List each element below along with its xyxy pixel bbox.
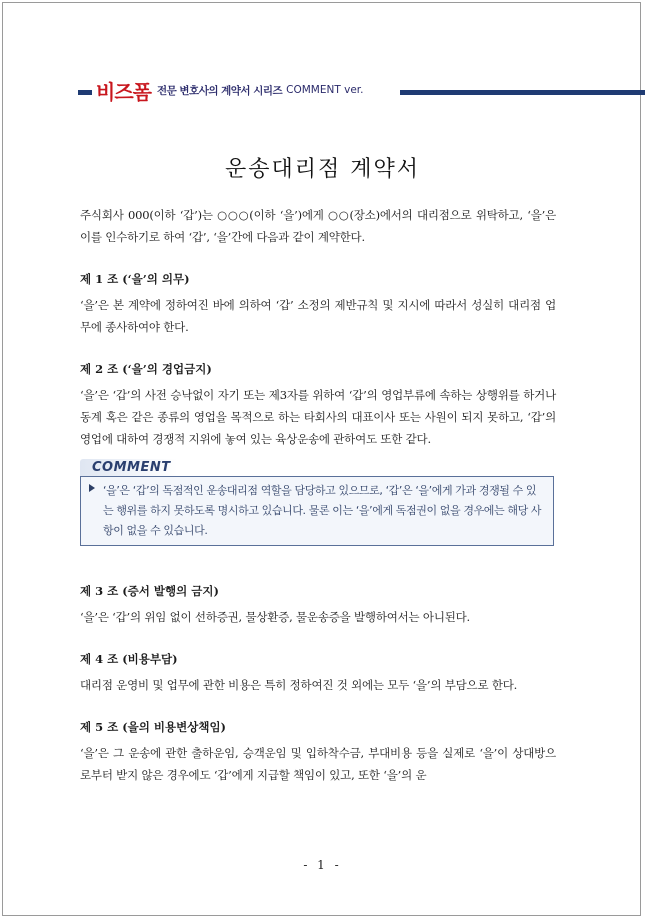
comment-text: ‘을’은 ‘갑’의 독점적인 운송대리점 역할을 담당하고 있으므로, ‘갑’은 ‘을’에게 가과 경쟁될 수 있는 행위를 하지 못하도록 명시하고 있습니다. 물론 이는 ‘을’에게 독점권이 없을 경우에는 해당 사항이 없을 수 있습니다.	[103, 484, 542, 537]
article-5-body: ‘을’은 그 운송에 관한 출하운임, 승객운임 및 입하착수금, 부대비용 등을 실제로 ‘을’이 상대방으로부터 받지 않은 경우에도 ‘갑’에게 지급할 책임이 있고, 또한 ‘을’의 운	[80, 746, 556, 782]
intro-paragraph: 주식회사 000(이하 ‘갑’)는 ○○○(이하 ‘을’)에게 ○○(장소)에서의 대리점으로 위탁하고, ‘을’은 이를 인수하기로 하여 ‘갑’, ‘을’간에 다음과 같이 계약한다.	[80, 208, 556, 244]
comment-body	[80, 476, 554, 546]
article-4-body: 대리점 운영비 및 업무에 관한 비용은 특히 정하여진 것 외에는 모두 ‘을’의 부담으로 한다.	[80, 678, 518, 692]
brand-series-text: 전문 변호사의 계약서 시리즈	[156, 84, 283, 97]
article-1-heading: 제 1 조 (‘을’의 의무)	[80, 272, 190, 286]
article-4-heading: 제 4 조 (비용부담)	[80, 652, 178, 666]
document-body	[80, 204, 556, 786]
article-5-heading: 제 5 조 (을의 비용변상책임)	[80, 720, 226, 734]
brand-version-text: COMMENT ver.	[286, 84, 364, 96]
page-number: - 1 -	[303, 858, 342, 872]
comment-box	[80, 456, 554, 546]
comment-label: COMMENT	[80, 459, 177, 476]
article-2-heading: 제 2 조 (‘을’의 경업금지)	[80, 362, 212, 376]
header-bar-right	[400, 90, 645, 95]
article-1-body: ‘을’은 본 계약에 정하여진 바에 의하여 ‘갑’ 소정의 제반규칙 및 지시에 따라서 성실히 대리점 업무에 종사하여야 한다.	[80, 298, 556, 334]
header-bar-left	[78, 90, 92, 95]
article-3-body: ‘을’은 ‘갑’의 위임 없이 선하증권, 물상환증, 물운송증을 발행하여서는 아니된다.	[80, 610, 471, 624]
header-brand	[92, 76, 367, 104]
article-3-heading: 제 3 조 (증서 발행의 금지)	[80, 584, 219, 598]
brand-logo-text: 비즈폼	[96, 79, 151, 104]
arrow-right-icon	[89, 484, 95, 492]
series-header	[0, 76, 645, 104]
article-2-body: ‘을’은 ‘갑’의 사전 승낙없이 자기 또는 제3자를 위하여 ‘갑’의 영업부류에 속하는 상행위를 하거나 동계 혹은 같은 종류의 영업을 목적으로 하는 타회사의 대표이사 또는 사원이 되지 못하고, ‘갑’의 영업에 대하여 경쟁적 지위에 놓여 있는 육상운송에 관하여도 또한 같다.	[80, 388, 556, 446]
document-title: 운송대리점 계약서	[224, 157, 420, 182]
